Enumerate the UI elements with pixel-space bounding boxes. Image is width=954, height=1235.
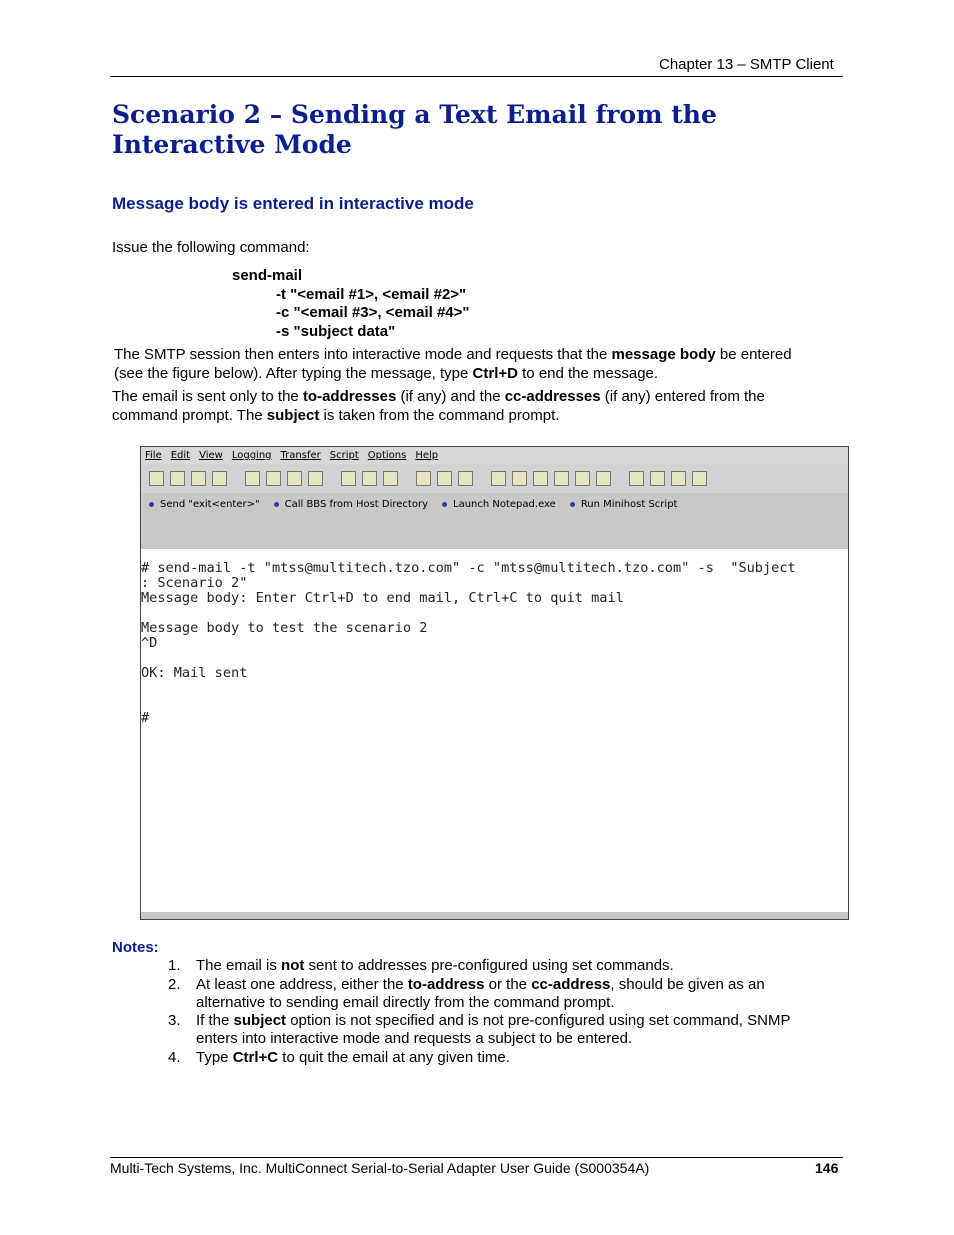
note-number: 4. (168, 1049, 181, 1066)
terminal-line (141, 681, 848, 696)
terminal-line (141, 696, 848, 711)
clear-icon[interactable] (383, 471, 398, 486)
terminal-line (141, 651, 848, 666)
button-run-minihost[interactable]: Run Minihost Script (570, 499, 678, 510)
button-call-bbs[interactable]: Call BBS from Host Directory (274, 499, 428, 510)
section-subheading: Message body is entered in interactive mode (112, 194, 474, 213)
menu-transfer[interactable]: Transfer (280, 450, 321, 461)
menu-view[interactable]: View (199, 450, 223, 461)
terminal-line: # send-mail -t "mtss@multitech.tzo.com" -c "mtss@multitech.tzo.com" -s "Subject (141, 560, 796, 576)
notes-label: Notes: (112, 939, 159, 956)
paragraph-interactive-mode: The SMTP session then enters into interactive mode and requests that the message body be entered (see the figure below). After typing the message, type Ctrl+D to end the message. (114, 346, 792, 382)
transfer-icon[interactable] (458, 471, 473, 486)
disconnect-icon[interactable] (212, 471, 227, 486)
page-number: 146 (815, 1160, 839, 1176)
bullet-icon (570, 502, 575, 507)
menu-logging[interactable]: Logging (231, 450, 272, 461)
download-icon[interactable] (437, 471, 452, 486)
note-number: 3. (168, 1012, 181, 1029)
open-icon[interactable] (149, 471, 164, 486)
terminal-screenshot (140, 446, 849, 920)
button-launch-notepad[interactable]: Launch Notepad.exe (442, 499, 556, 510)
menu-script[interactable]: Script (329, 450, 359, 461)
menu-file[interactable]: File (145, 450, 162, 461)
command-arg-s: -s "subject data" (276, 323, 396, 340)
note-number: 2. (168, 976, 181, 993)
terminal-status-strip (141, 912, 848, 919)
terminal-line (141, 606, 848, 621)
button-bar (141, 493, 848, 549)
stop-log-icon[interactable] (308, 471, 323, 486)
help-icon[interactable] (692, 471, 707, 486)
terminal-line: Message body to test the scenario 2 (141, 620, 428, 636)
paste-icon[interactable] (362, 471, 377, 486)
tools-icon[interactable] (650, 471, 665, 486)
window-icon[interactable] (575, 471, 590, 486)
menu-options[interactable]: Options (367, 450, 407, 461)
paragraph-addresses: The email is sent only to the to-addresses (if any) and the cc-addresses (if any) entered from the command prompt. The subject is taken from the command prompt. (112, 388, 765, 424)
page-title: Scenario 2 – Sending a Text Email from the Interactive Mode (112, 100, 717, 159)
connect-icon[interactable] (191, 471, 206, 486)
menu-edit[interactable]: Edit (170, 450, 191, 461)
terminal-line: ^D (141, 635, 158, 651)
settings-icon[interactable] (629, 471, 644, 486)
header-rule (110, 76, 843, 77)
new-icon[interactable] (170, 471, 185, 486)
keyboard-icon[interactable] (671, 471, 686, 486)
menu-bar (141, 447, 848, 464)
copy-icon[interactable] (341, 471, 356, 486)
command-arg-c: -c "<email #3>, <email #4>" (276, 304, 470, 321)
intro-text: Issue the following command: (112, 239, 310, 256)
terminal-line: # (141, 710, 150, 726)
monitor-icon[interactable] (554, 471, 569, 486)
edit-script-icon[interactable] (512, 471, 527, 486)
note-number: 1. (168, 957, 181, 974)
button-send-exit[interactable]: Send "exit<enter>" (149, 499, 260, 510)
note-item: At least one address, either the to-address or the cc-address, should be given as an alternative to sending email directly from the command prompt. (196, 976, 765, 1011)
note-item: The email is not sent to addresses pre-configured using set commands. (196, 957, 674, 974)
command-name: send-mail (232, 267, 303, 284)
chapter-header: Chapter 13 – SMTP Client (659, 56, 834, 73)
log-icon[interactable] (287, 471, 302, 486)
note-item: If the subject option is not specified and is not pre-configured using set command, SNMP enters into interactive mode and requests a subject to be entered. (196, 1012, 791, 1047)
terminal-line: Message body: Enter Ctrl+D to end mail, Ctrl+C to quit mail (141, 590, 624, 606)
command-arg-t: -t "<email #1>, <email #2>" (276, 286, 467, 303)
terminal-line: : Scenario 2" (141, 575, 248, 591)
terminal-output[interactable] (141, 549, 848, 911)
print-icon[interactable] (266, 471, 281, 486)
note-item: Type Ctrl+C to quit the email at any given time. (196, 1049, 510, 1066)
footer-text: Multi-Tech Systems, Inc. MultiConnect Serial-to-Serial Adapter User Guide (S000354A) (110, 1160, 650, 1176)
footer-rule (110, 1157, 843, 1158)
bullet-icon (442, 502, 447, 507)
bullet-icon (149, 502, 154, 507)
capture-icon[interactable] (245, 471, 260, 486)
bullet-icon (274, 502, 279, 507)
frame-icon[interactable] (596, 471, 611, 486)
terminal-line: OK: Mail sent (141, 665, 248, 681)
upload-icon[interactable] (416, 471, 431, 486)
run-script-icon[interactable] (491, 471, 506, 486)
host-icon[interactable] (533, 471, 548, 486)
toolbar (141, 464, 848, 493)
menu-help[interactable]: Help (415, 450, 439, 461)
